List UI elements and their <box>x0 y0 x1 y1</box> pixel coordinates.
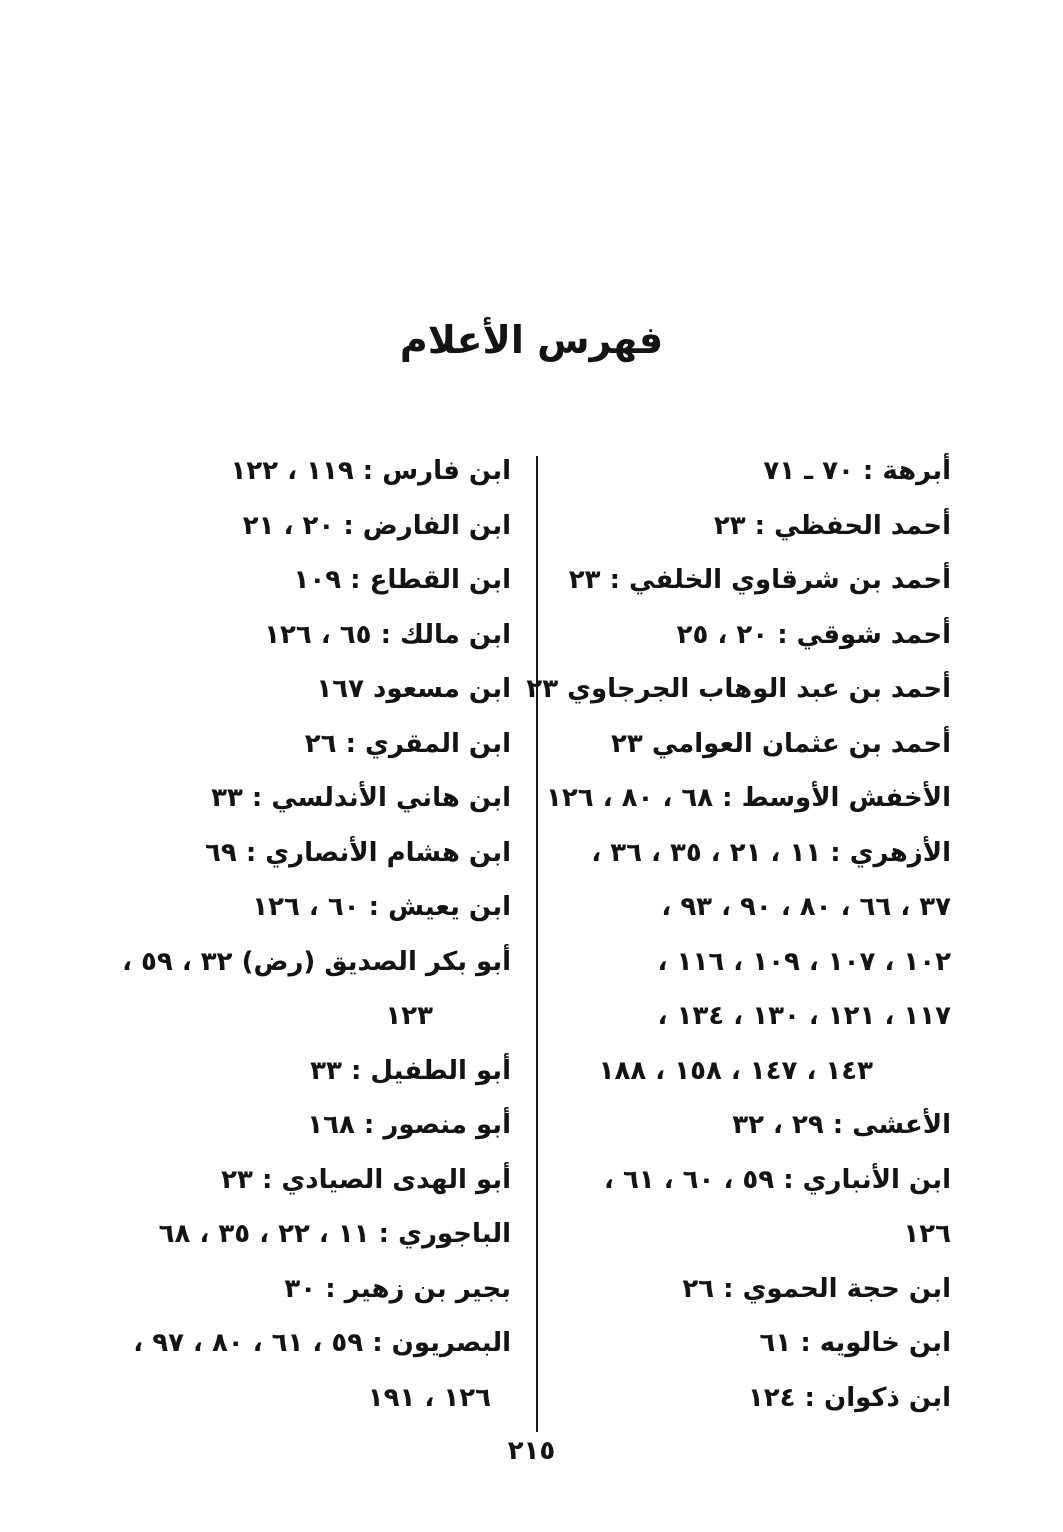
page-title: فهرس الأعلام <box>399 318 664 362</box>
index-entry-continuation: ١٢٦ <box>903 1219 951 1249</box>
index-column-left <box>71 444 511 1425</box>
index-entry: أبرهة : ٧٠ ـ ٧١ <box>763 456 951 486</box>
index-entry: أحمد بن عبد الوهاب الجرجاوي ٢٣ <box>526 674 951 704</box>
index-entry: أحمد بن شرقاوي الخلفي : ٢٣ <box>568 565 951 595</box>
index-entry: ابن حجة الحموي : ٢٦ <box>682 1273 951 1304</box>
index-entry: ابن الفارض : ٢٠ ، ٢١ <box>242 510 511 541</box>
index-entry: أحمد بن عثمان العوامي ٢٣ <box>611 728 951 759</box>
index-entry: الباجوري : ١١ ، ٢٢ ، ٣٥ ، ٦٨ <box>158 1219 511 1249</box>
index-entry: الأعشى : ٢٩ ، ٣٢ <box>732 1110 951 1140</box>
index-entry: بجير بن زهير : ٣٠ <box>284 1273 511 1304</box>
index-entry: ابن هشام الأنصاري : ٦٩ <box>205 837 511 868</box>
index-entry-continuation: ١٢٣ <box>385 1001 433 1031</box>
index-entry: أبو منصور : ١٦٨ <box>307 1110 511 1140</box>
index-entry: ابن القطاع : ١٠٩ <box>293 565 511 595</box>
index-entry: ابن مالك : ٦٥ ، ١٢٦ <box>264 619 511 650</box>
index-entry: ابن ذكوان : ١٢٤ <box>747 1382 951 1413</box>
index-entry: أحمد شوقي : ٢٠ ، ٢٥ <box>676 619 951 650</box>
index-entry: أبو بكر الصديق (رض) ٣٢ ، ٥٩ ، <box>122 946 511 977</box>
index-entry: الأخفش الأوسط : ٦٨ ، ٨٠ ، ١٢٦ <box>546 783 951 813</box>
index-entry: أبو الهدى الصيادي : ٢٣ <box>221 1164 511 1195</box>
index-entry: ابن مسعود ١٦٧ <box>316 674 511 704</box>
index-entry-continuation: ١١٧ ، ١٢١ ، ١٣٠ ، ١٣٤ ، <box>657 1001 951 1031</box>
index-entry: ابن فارس : ١١٩ ، ١٢٢ <box>230 456 511 486</box>
column-divider <box>536 456 538 1432</box>
index-entry-continuation: ١٢٦ ، ١٩١ <box>367 1382 491 1413</box>
index-entry: ابن يعيش : ٦٠ ، ١٢٦ <box>252 892 511 922</box>
index-entry: ابن المقري : ٢٦ <box>304 728 511 759</box>
index-column-right <box>526 444 951 1425</box>
index-entry: البصريون : ٥٩ ، ٦١ ، ٨٠ ، ٩٧ ، <box>133 1328 511 1358</box>
index-entry-continuation: ١٤٣ ، ١٤٧ ، ١٥٨ ، ١٨٨ <box>598 1055 873 1086</box>
index-entry-continuation: ١٠٢ ، ١٠٧ ، ١٠٩ ، ١١٦ ، <box>657 946 951 977</box>
index-entry: أبو الطفيل : ٣٣ <box>310 1055 511 1086</box>
index-entry: ابن الأنباري : ٥٩ ، ٦٠ ، ٦١ ، <box>604 1164 951 1195</box>
index-entry: ابن خالويه : ٦١ <box>759 1328 951 1358</box>
index-entry: أحمد الحفظي : ٢٣ <box>713 510 951 541</box>
page-number: ٢١٥ <box>507 1436 556 1466</box>
index-entry-continuation: ٣٧ ، ٦٦ ، ٨٠ ، ٩٠ ، ٩٣ ، <box>661 892 951 922</box>
index-entry: ابن هاني الأندلسي : ٣٣ <box>211 783 511 813</box>
index-entry: الأزهري : ١١ ، ٢١ ، ٣٥ ، ٣٦ ، <box>591 837 951 868</box>
